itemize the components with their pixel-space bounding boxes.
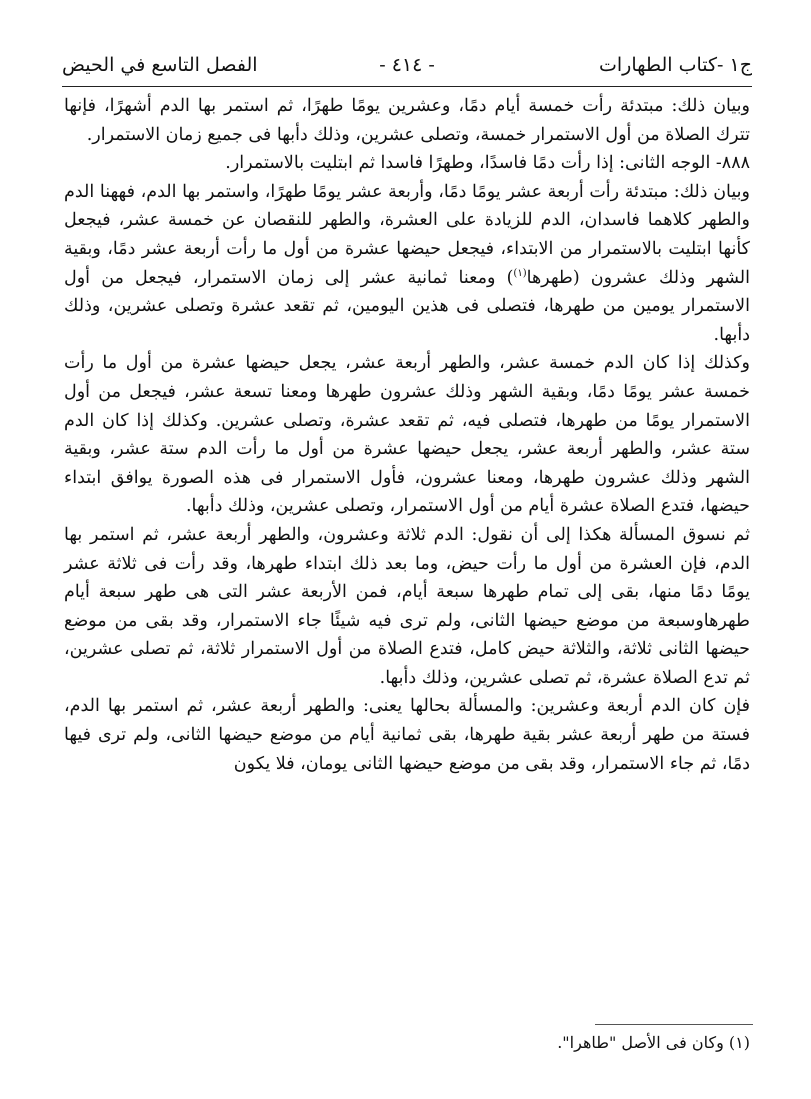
paragraph-5: ثم نسوق المسألة هكذا إلى أن نقول: الدم ثلاثة وعشرون، والطهر أربعة عشر، ثم استمر بها الدم، فإن العشرة من أول ما رأت حيض، وما بعد ذلك ابتداء طهرها، وقد رأت فى ثلاثة عشر يومًا دمًا منها، بقى إلى تمام طهرها سبعة أيام، فمن الأربعة عشر التى هى طهر سبعة أيام طهرهاوسبعة من موضع حيضها الثانى، ولم ترى فيه شيئًا جاء الاستمرار، وقد بقى من موضع حيضها الثانى ثلاثة، والثلاثة حيض كامل، فتدع الصلاة من أول الاستمرار ثلاثة، ثم تصلى عشرين، ثم تدع الصلاة عشرة، ثم تصلى عشرين، وذلك دأبها. <box>64 524 750 688</box>
footnote-reference[interactable]: (١) <box>513 267 527 279</box>
page-body <box>64 92 750 778</box>
footnote: (١) وكان فى الأصل "طاهرا". <box>557 1033 750 1052</box>
paragraph-6: فإن كان الدم أربعة وعشرين: والمسألة بحالها يعنى: والطهر أربعة عشر، ثم استمر بها الدم، فستة من طهر أربعة عشر بقية طهرها، بقى ثمانية أيام من موضع حيضها الثانى، ولم ترى فيها دمًا، ثم جاء الاستمرار، وقد بقى من موضع حيضها الثانى يومان، فلا يكون <box>64 696 750 774</box>
paragraph-3-tail: ) ومعنا ثمانية عشر إلى زمان الاستمرار، فيجعل من أول الاستمرار يومين من طهرها، فتصلى فى هذين اليومين، ثم تقعد عشرة وتصلى عشرين، وذلك دأبها. <box>64 267 750 345</box>
header-chapter: الفصل التاسع في الحيض <box>62 54 258 76</box>
paragraph-3-text: وبيان ذلك: مبتدئة رأت أربعة عشر يومًا دمًا، وأربعة عشر يومًا طهرًا، واستمر بها الدم، فههنا الدم والطهر كلاهما فاسدان، الدم للزيادة على العشرة، والطهر للنقصان عن خمسة عشر، فيجعل كأنها ابتليت بالاستمرار من الابتداء، فيجعل حيضها عشرة من أول ما رأت أربعة عشر دمًا، وبقية الشهر وذلك عشرون (طهرها <box>64 181 751 288</box>
header-page-number: - ٤١٤ - <box>379 54 435 76</box>
header-volume-book: ج١ -كتاب الطهارات <box>599 54 752 76</box>
footnote-divider <box>595 1024 753 1025</box>
paragraph-4: وكذلك إذا كان الدم خمسة عشر، والطهر أربعة عشر، يجعل حيضها عشرة من أول ما رأت خمسة عشر يومًا دمًا، وبقية الشهر وذلك عشرون طهرها ومعنا تسعة عشر، فيجعل من أول الاستمرار يومًا من طهرها، فتصلى فيه، ثم تقعد عشرة، وتصلى عشرين. وكذلك إذا كان الدم ستة عشر، والطهر أربعة عشر، يجعل حيضها عشرة من أول ما رأت الدم ستة عشر، وبقية الشهر وذلك عشرون طهرها، ومعنا عشرون، فأول الاستمرار فى هذه الصورة يوافق ابتداء حيضها، فتدع الصلاة عشرة أيام من أول الاستمرار، وتصلى عشرين، وذلك دأبها. <box>64 353 750 517</box>
paragraph-1: وبيان ذلك: مبتدئة رأت خمسة أيام دمًا، وعشرين يومًا طهرًا، ثم استمر بها الدم أشهرًا، فإنها تترك الصلاة من أول الاستمرار خمسة، وتصلى عشرين، وذلك دأبها فى جميع زمان الاستمرار. <box>64 96 750 145</box>
running-header <box>62 52 752 86</box>
paragraph-2: ٨٨٨- الوجه الثانى: إذا رأت دمًا فاسدًا، وطهرًا فاسدا ثم ابتليت بالاستمرار. <box>225 153 750 174</box>
paragraph-3 <box>64 178 750 350</box>
header-divider <box>62 86 752 87</box>
